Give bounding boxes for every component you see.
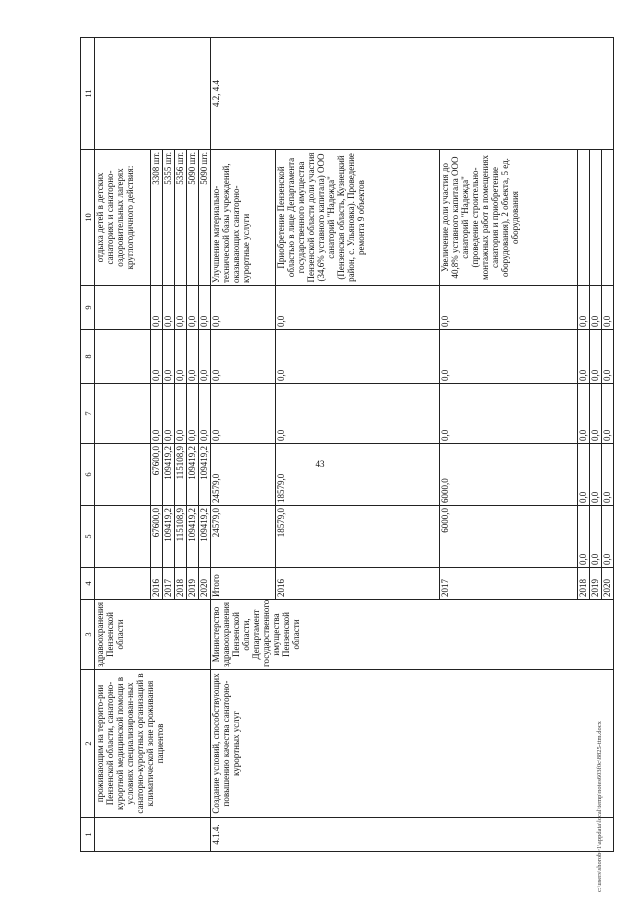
result-cell: 5356 шт.	[175, 150, 187, 286]
value-cell: 109419,2	[163, 506, 175, 568]
value-cell: 0,0	[578, 506, 590, 568]
value-cell: 0,0	[186, 286, 198, 330]
value-cell: 0,0	[578, 444, 590, 506]
value-cell: 0,0	[578, 286, 590, 330]
value-cell: 0,0	[175, 286, 187, 330]
col-num: 10	[81, 150, 95, 286]
value-cell: 0,0	[590, 286, 602, 330]
value-cell: 0,0	[210, 286, 275, 330]
value-cell: 0,0	[275, 384, 439, 444]
year-cell: 2020	[198, 568, 210, 600]
table-row	[95, 38, 151, 852]
cell	[95, 286, 151, 330]
value-cell: 0,0	[439, 330, 577, 384]
year-cell: 2017	[439, 568, 577, 600]
indicator-cell	[95, 38, 211, 150]
value-cell: 0,0	[186, 384, 198, 444]
value-cell: 0,0	[198, 286, 210, 330]
row-number-cell: 4.1.4.	[210, 818, 613, 852]
year-cell: 2018	[578, 568, 590, 600]
cell	[95, 506, 151, 568]
year-cell: 2020	[602, 568, 614, 600]
result-cell	[578, 150, 590, 286]
value-cell: 0,0	[590, 444, 602, 506]
value-cell: 0,0	[210, 330, 275, 384]
file-path-footer: c:\users\shorob~1\appdata\local\temp\notes603f0c\8825-ttm.docx	[596, 721, 603, 892]
col-num: 7	[81, 384, 95, 444]
col-num: 8	[81, 330, 95, 384]
value-cell: 18579,0	[275, 444, 439, 506]
cell	[95, 330, 151, 384]
value-cell: 67600,0	[151, 506, 163, 568]
value-cell: 115108,9	[175, 506, 187, 568]
executor-cell: Министерство здравоохранения Пензенской области, Департамент государственного имущества Пензенской области	[210, 600, 613, 670]
year-cell: 2016	[151, 568, 163, 600]
value-cell: 0,0	[210, 384, 275, 444]
result-cell	[590, 150, 602, 286]
result-cell: 5090 шт.	[186, 150, 198, 286]
row-number-cell	[95, 818, 211, 852]
value-cell: 0,0	[163, 286, 175, 330]
value-cell: 0,0	[151, 286, 163, 330]
value-cell: 67600,0	[151, 444, 163, 506]
year-cell: Итого	[210, 568, 275, 600]
value-cell: 0,0	[439, 286, 577, 330]
program-table	[80, 37, 614, 852]
result-cell: 5355 шт.	[163, 150, 175, 286]
value-cell: 0,0	[578, 330, 590, 384]
value-cell: 0,0	[186, 330, 198, 384]
col-num: 11	[81, 38, 95, 150]
col-num: 9	[81, 286, 95, 330]
value-cell: 0,0	[163, 384, 175, 444]
cell	[95, 568, 151, 600]
result-cell: отдыха детей в детских санаториях и санаторно-оздоровительных лагерях круглогодичного действия:	[95, 150, 151, 286]
value-cell: 0,0	[198, 384, 210, 444]
result-cell	[602, 150, 614, 286]
value-cell: 24579,0	[210, 506, 275, 568]
value-cell: 0,0	[602, 330, 614, 384]
value-cell: 0,0	[275, 286, 439, 330]
value-cell: 0,0	[602, 444, 614, 506]
value-cell: 109419,2	[163, 444, 175, 506]
col-num: 1	[81, 818, 95, 852]
col-num: 2	[81, 670, 95, 818]
value-cell: 0,0	[602, 384, 614, 444]
value-cell: 0,0	[198, 330, 210, 384]
col-num: 6	[81, 444, 95, 506]
value-cell: 109419,2	[198, 506, 210, 568]
result-cell: 5090 шт.	[198, 150, 210, 286]
value-cell: 0,0	[275, 330, 439, 384]
value-cell: 109419,2	[186, 506, 198, 568]
value-cell: 0,0	[590, 330, 602, 384]
col-num: 4	[81, 568, 95, 600]
value-cell: 115108,9	[175, 444, 187, 506]
year-cell: 2018	[175, 568, 187, 600]
rotated-table-container	[80, 38, 614, 852]
result-cell: 3308 шт.	[151, 150, 163, 286]
executor-cell: здравоохранения Пензенской области	[95, 600, 211, 670]
result-cell: Приобретение Пензенской областью в лице Департамента государственного имущества Пензенской области доли участия (34,6% уставного капитала) ООО санаторий "Надежда" (Пензенская область, Кузнецкий район, с. Ульяновка). Проведение ремонта 9 объектов	[275, 150, 439, 286]
value-cell: 0,0	[602, 286, 614, 330]
column-number-row	[81, 38, 95, 852]
value-cell: 18579,0	[275, 506, 439, 568]
value-cell: 0,0	[590, 506, 602, 568]
cell	[95, 444, 151, 506]
year-cell: 2019	[186, 568, 198, 600]
value-cell: 0,0	[590, 384, 602, 444]
year-cell: 2017	[163, 568, 175, 600]
value-cell: 0,0	[175, 384, 187, 444]
indicator-cell: 4.2, 4.4	[210, 38, 613, 150]
value-cell: 109419,2	[198, 444, 210, 506]
value-cell: 109419,2	[186, 444, 198, 506]
value-cell: 0,0	[439, 384, 577, 444]
result-cell: Увеличение доли участия до 40,8% уставного капитала ООО санаторий "Надежда" (проведение строительно-монтажных работ в помещениях санатория и приобретение оборудования), 2 объекта, 5 ед. оборудования	[439, 150, 577, 286]
result-cell: Улучшение материально-технической базы учреждений, оказывающих санаторно-курортные услуги	[210, 150, 275, 286]
value-cell: 24579,0	[210, 444, 275, 506]
value-cell: 0,0	[578, 384, 590, 444]
value-cell: 6000,0	[439, 444, 577, 506]
cell	[95, 384, 151, 444]
value-cell: 6000,0	[439, 506, 577, 568]
year-cell: 2019	[590, 568, 602, 600]
measure-name-cell: Создание условий, способствующих повышению качества санаторно-курортных услуг	[210, 670, 613, 818]
value-cell: 0,0	[175, 330, 187, 384]
value-cell: 0,0	[151, 384, 163, 444]
value-cell: 0,0	[151, 330, 163, 384]
page-number: 43	[315, 459, 325, 469]
value-cell: 0,0	[163, 330, 175, 384]
col-num: 3	[81, 600, 95, 670]
table-row	[210, 38, 275, 852]
col-num: 5	[81, 506, 95, 568]
measure-name-cell: проживающим на террито-рии Пензенской области, санаторно-курортной медицинской помощи в условиях специализирован-ных санаторно-курортных организаций в климатической зоне проживания пациентов	[95, 670, 211, 818]
value-cell: 0,0	[602, 506, 614, 568]
year-cell: 2016	[275, 568, 439, 600]
